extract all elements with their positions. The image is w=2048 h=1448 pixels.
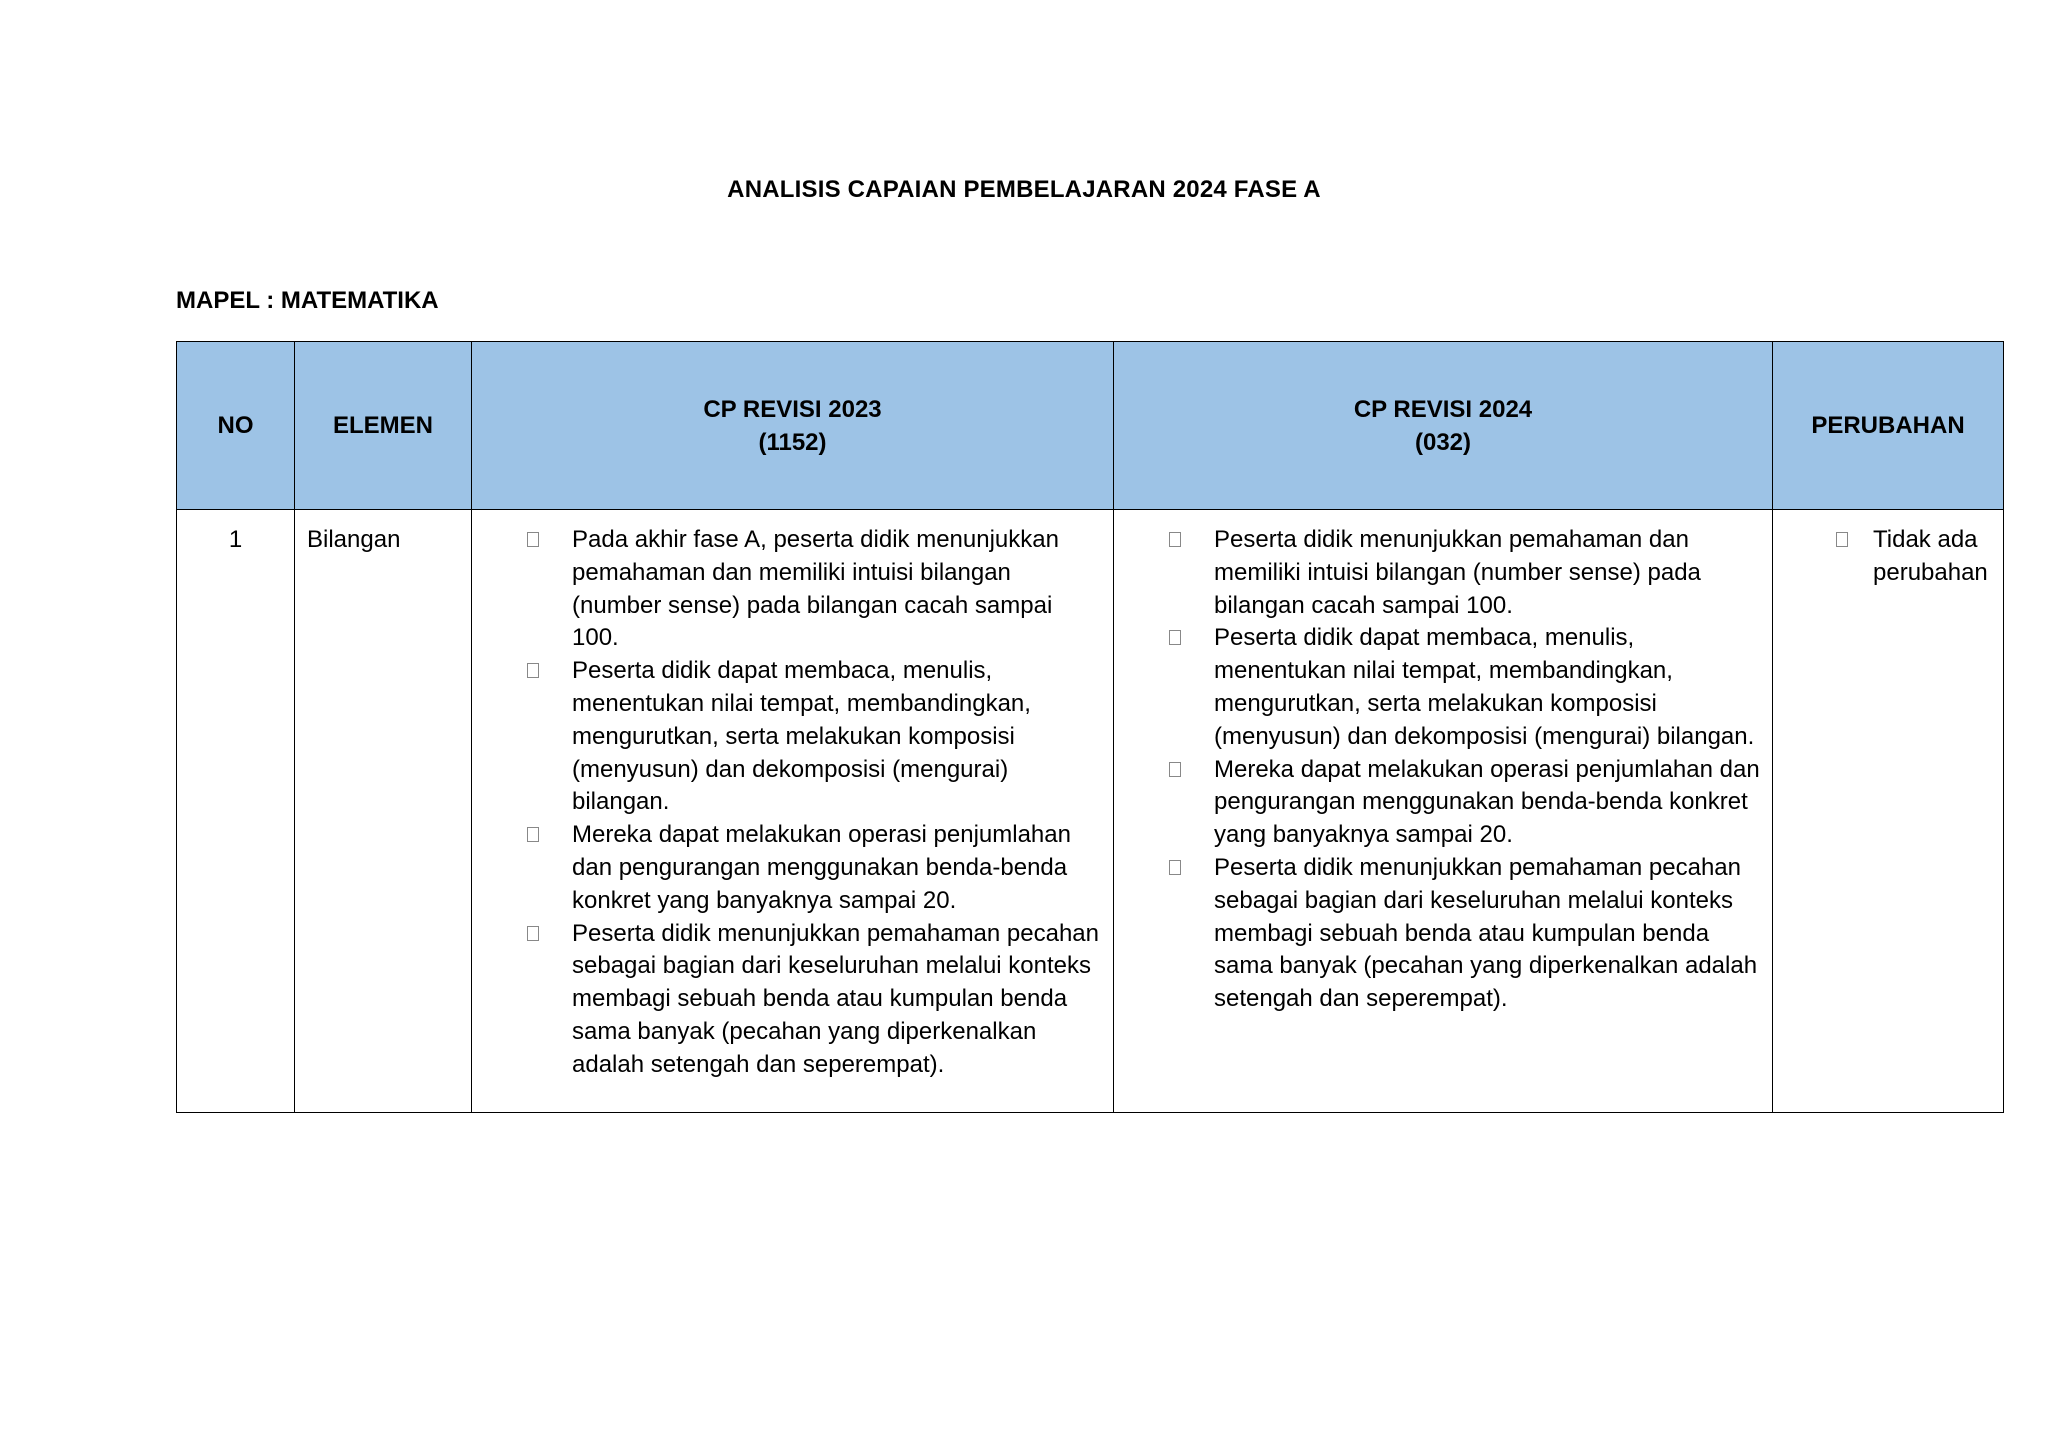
cp-2024-list (1114, 510, 1772, 1016)
header-cp-2024-title: CP REVISI 2024 (1353, 395, 1533, 423)
header-cp-2023-code: (1152) (758, 428, 827, 456)
checkbox-square-icon (527, 663, 539, 678)
list-item (472, 819, 1101, 917)
cell-perubahan (1773, 510, 2004, 1113)
checkbox-square-icon (1169, 532, 1181, 547)
list-item-text: Peserta didik dapat membaca, menulis, menentukan nilai tempat, membandingkan, mengurutkan, serta melakukan komposisi (menyusun) dan dekomposisi (mengurai) bilangan. (1214, 624, 1755, 750)
cp-analysis-table (176, 341, 2004, 1113)
cell-cp-2024 (1114, 510, 1773, 1113)
cp-2023-list (472, 510, 1113, 1082)
list-item (1114, 622, 1760, 753)
subject-label: MAPEL : MATEMATIKA (176, 287, 439, 314)
header-cp-2023 (472, 342, 1114, 510)
list-item (1114, 852, 1760, 1016)
list-item-text: Peserta didik dapat membaca, menulis, menentukan nilai tempat, membandingkan, mengurutkan, serta melakukan komposisi (menyusun) dan dekomposisi (mengurai) bilangan. (572, 657, 1031, 816)
checkbox-square-icon (1169, 630, 1181, 645)
header-cp-2024-code: (032) (1414, 428, 1472, 456)
checkbox-square-icon (1169, 762, 1181, 777)
cell-elemen: Bilangan (295, 510, 472, 1113)
header-elemen: ELEMEN (295, 342, 472, 510)
list-item-text: Peserta didik menunjukkan pemahaman pecahan sebagai bagian dari keseluruhan melalui konteks membagi sebuah benda atau kumpulan benda sama banyak (pecahan yang diperkenalkan adalah setengah dan seperempat). (1214, 853, 1758, 1013)
checkbox-square-icon (527, 827, 539, 842)
checkbox-square-icon (527, 532, 539, 547)
header-cp-2023-title: CP REVISI 2023 (703, 395, 882, 423)
list-item-text: Peserta didik menunjukkan pemahaman pecahan sebagai bagian dari keseluruhan melalui konteks membagi sebuah benda atau kumpulan benda sama banyak (pecahan yang diperkenalkan adalah setengah dan seperempat). (572, 919, 1100, 1078)
checkbox-square-icon (1836, 532, 1848, 547)
list-item (472, 918, 1101, 1082)
table-header-row (177, 342, 2004, 510)
document-title: ANALISIS CAPAIAN PEMBELAJARAN 2024 FASE A (727, 176, 1321, 203)
list-item-text: Pada akhir fase A, peserta didik menunjukkan pemahaman dan memiliki intuisi bilangan (number sense) pada bilangan cacah sampai 100. (572, 526, 1059, 652)
list-item-text: Peserta didik menunjukkan pemahaman dan memiliki intuisi bilangan (number sense) pada bilangan cacah sampai 100. (1214, 526, 1701, 619)
cell-no: 1 (177, 510, 295, 1113)
list-item-text: Mereka dapat melakukan operasi penjumlahan dan pengurangan menggunakan benda-benda konkret yang banyaknya sampai 20. (572, 821, 1071, 914)
header-no: NO (177, 342, 295, 510)
list-item (472, 655, 1101, 819)
perubahan-text: Tidak ada perubahan (1873, 526, 1988, 586)
list-item (1114, 524, 1760, 622)
list-item (472, 524, 1101, 655)
perubahan-list (1773, 510, 2003, 590)
header-perubahan: PERUBAHAN (1773, 342, 2004, 510)
header-cp-2024 (1114, 342, 1773, 510)
checkbox-square-icon (1169, 860, 1181, 875)
cell-cp-2023 (472, 510, 1114, 1113)
list-item-text: Mereka dapat melakukan operasi penjumlahan dan pengurangan menggunakan benda-benda konkret yang banyaknya sampai 20. (1214, 755, 1760, 849)
list-item (1773, 524, 1995, 590)
list-item (1114, 754, 1760, 852)
checkbox-square-icon (527, 926, 539, 941)
table-row (177, 510, 2004, 1113)
